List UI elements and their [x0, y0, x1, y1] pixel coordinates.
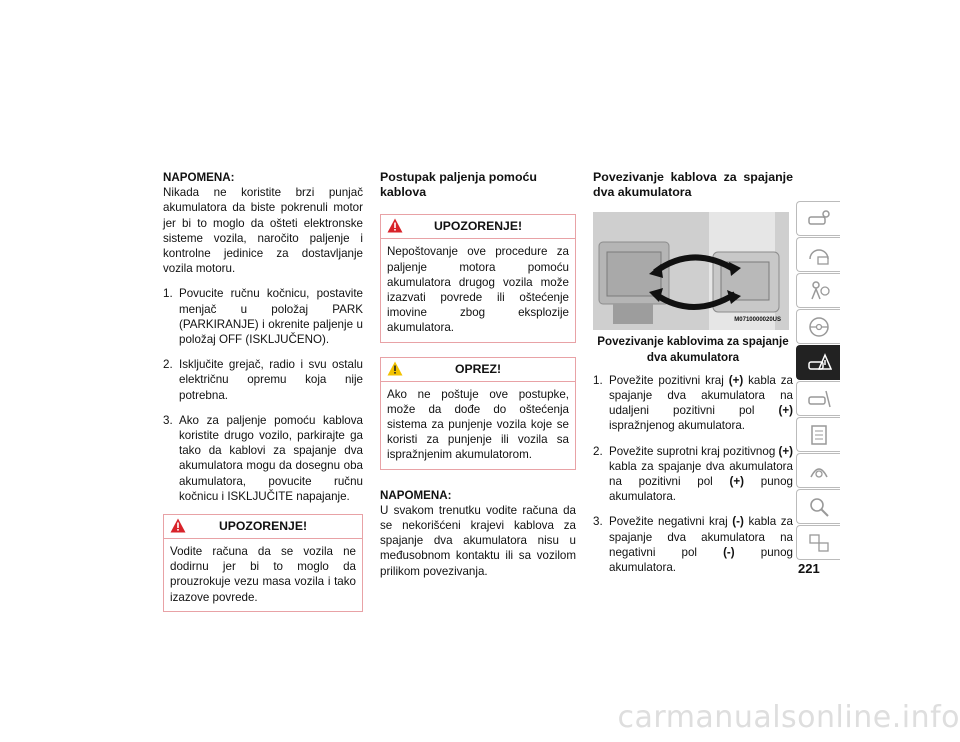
- list-item: 2. Isključite grejač, radio i svu ostalu električnu opremu koja nije potrebna.: [163, 358, 363, 402]
- warning-box: [163, 514, 363, 612]
- car-service-tools-icon: [806, 387, 832, 411]
- figure-code: M0710000020US: [734, 317, 781, 324]
- jump-start-illustration: [593, 212, 789, 330]
- section-title: Postupak paljenja pomoću kablova: [380, 170, 537, 200]
- note-title: NAPOMENA:: [163, 171, 235, 184]
- car-key-icon: [806, 207, 832, 231]
- right-column: [593, 170, 793, 585]
- search-magnifier-icon: [806, 495, 832, 519]
- warning-triangle-icon: [170, 518, 186, 533]
- caution-triangle-icon: [387, 361, 403, 376]
- step-list: [593, 373, 793, 575]
- note-text: Nikada ne koristite brzi punjač akumulatora da biste pokrenuli motor jer bi to moglo da ošteti elektronske sisteme vozila, naročito paljenje i kontrolne jedinice za dostavljanje vozila motoru.: [163, 186, 363, 276]
- gauge-message-icon: [806, 243, 832, 267]
- tab-specifications[interactable]: [796, 417, 840, 452]
- section-title: Povezivanje kablova za spajanje dva akumulatora: [593, 170, 793, 200]
- warning-title: UPOZORENJE!: [218, 519, 308, 534]
- steering-wheel-icon: [806, 315, 832, 339]
- tab-car-key[interactable]: [796, 201, 840, 236]
- step-list: [163, 286, 363, 504]
- tab-emergency[interactable]: [796, 345, 840, 380]
- list-item: 1. Povucite ručnu kočnicu, postavite menjač u položaj PARK (PARKIRANJE) i okrenite paljenje u položaj OFF (ISKLJUČENO).: [163, 287, 363, 347]
- caution-text: Ako ne poštuje ove postupke, može da dođe do oštećenja sistema za punjenje vozila koje se koristi za punjenje ili vozila sa ispražnjenim akumulatorom.: [387, 387, 569, 462]
- tab-multimedia[interactable]: [796, 453, 840, 488]
- warning-triangle-icon: [387, 218, 403, 233]
- list-item: 2. Povežite suprotni kraj pozitivnog (+) kabla za spajanje dva akumulatora na pozitivni pol (+) punog akumulatora.: [593, 444, 793, 504]
- note-title: NAPOMENA:: [380, 488, 452, 502]
- figure-caption: Povezivanje kablovima za spajanje dva akumulatora: [597, 335, 789, 364]
- airbag-person-icon: [806, 279, 832, 303]
- caution-box: [380, 357, 576, 470]
- emergency-breakdown-icon: [806, 351, 832, 375]
- tab-airbag-person[interactable]: [796, 273, 840, 308]
- left-column: [163, 170, 363, 612]
- warning-box: [380, 214, 576, 342]
- chapter-tabs: [796, 201, 841, 561]
- watermark: carmanualsonline.info: [617, 700, 960, 735]
- tab-car-service[interactable]: [796, 381, 840, 416]
- tab-languages[interactable]: [796, 525, 840, 560]
- tab-gauge-message[interactable]: [796, 237, 840, 272]
- spec-list-icon: [806, 423, 832, 447]
- caution-title: OPREZ!: [454, 361, 502, 376]
- middle-column: [380, 170, 576, 579]
- list-item: 3. Povežite negativni kraj (-) kabla za spajanje dva akumulatora na negativni pol (-) punog akumulatora.: [593, 515, 793, 575]
- tab-steering-wheel[interactable]: [796, 309, 840, 344]
- page-number: 221: [798, 561, 820, 576]
- list-item: 3. Ako za paljenje pomoću kablova koristite drugo vozilo, parkirajte ga tako da kablovi za spajanje dva akumulatora mogu da dosegnu oba akumulatora, povucite ručnu kočnicu i ISKLJUČITE napajanje.: [163, 413, 363, 503]
- warning-text: Vodite računa da se vozila ne dodirnu jer bi to moglo da prouzrokuje vezu masa vozila i tako izazove povrede.: [170, 545, 356, 604]
- multimedia-icon: [806, 459, 832, 483]
- language-icon: [806, 531, 832, 555]
- warning-title: UPOZORENJE!: [433, 219, 523, 234]
- tab-index[interactable]: [796, 489, 840, 524]
- warning-text: Nepoštovanje ove procedure za paljenje motora pomoću akumulatora drugog vozila može izazvati povrede ili oštećenje imovine zbog eksplozije akumulatora.: [387, 245, 569, 335]
- note-text: U svakom trenutku vodite računa da se nekorišćeni krajevi kablova za spajanje dva akumulatora nisu u međusobnom kontaktu ili sa vozilom prilikom povezivanja.: [380, 503, 576, 578]
- list-item: 1. Povežite pozitivni kraj (+) kabla za spajanje dva akumulatora na udaljeni pozitivni pol (+) ispražnjenog akumulatora.: [593, 373, 793, 433]
